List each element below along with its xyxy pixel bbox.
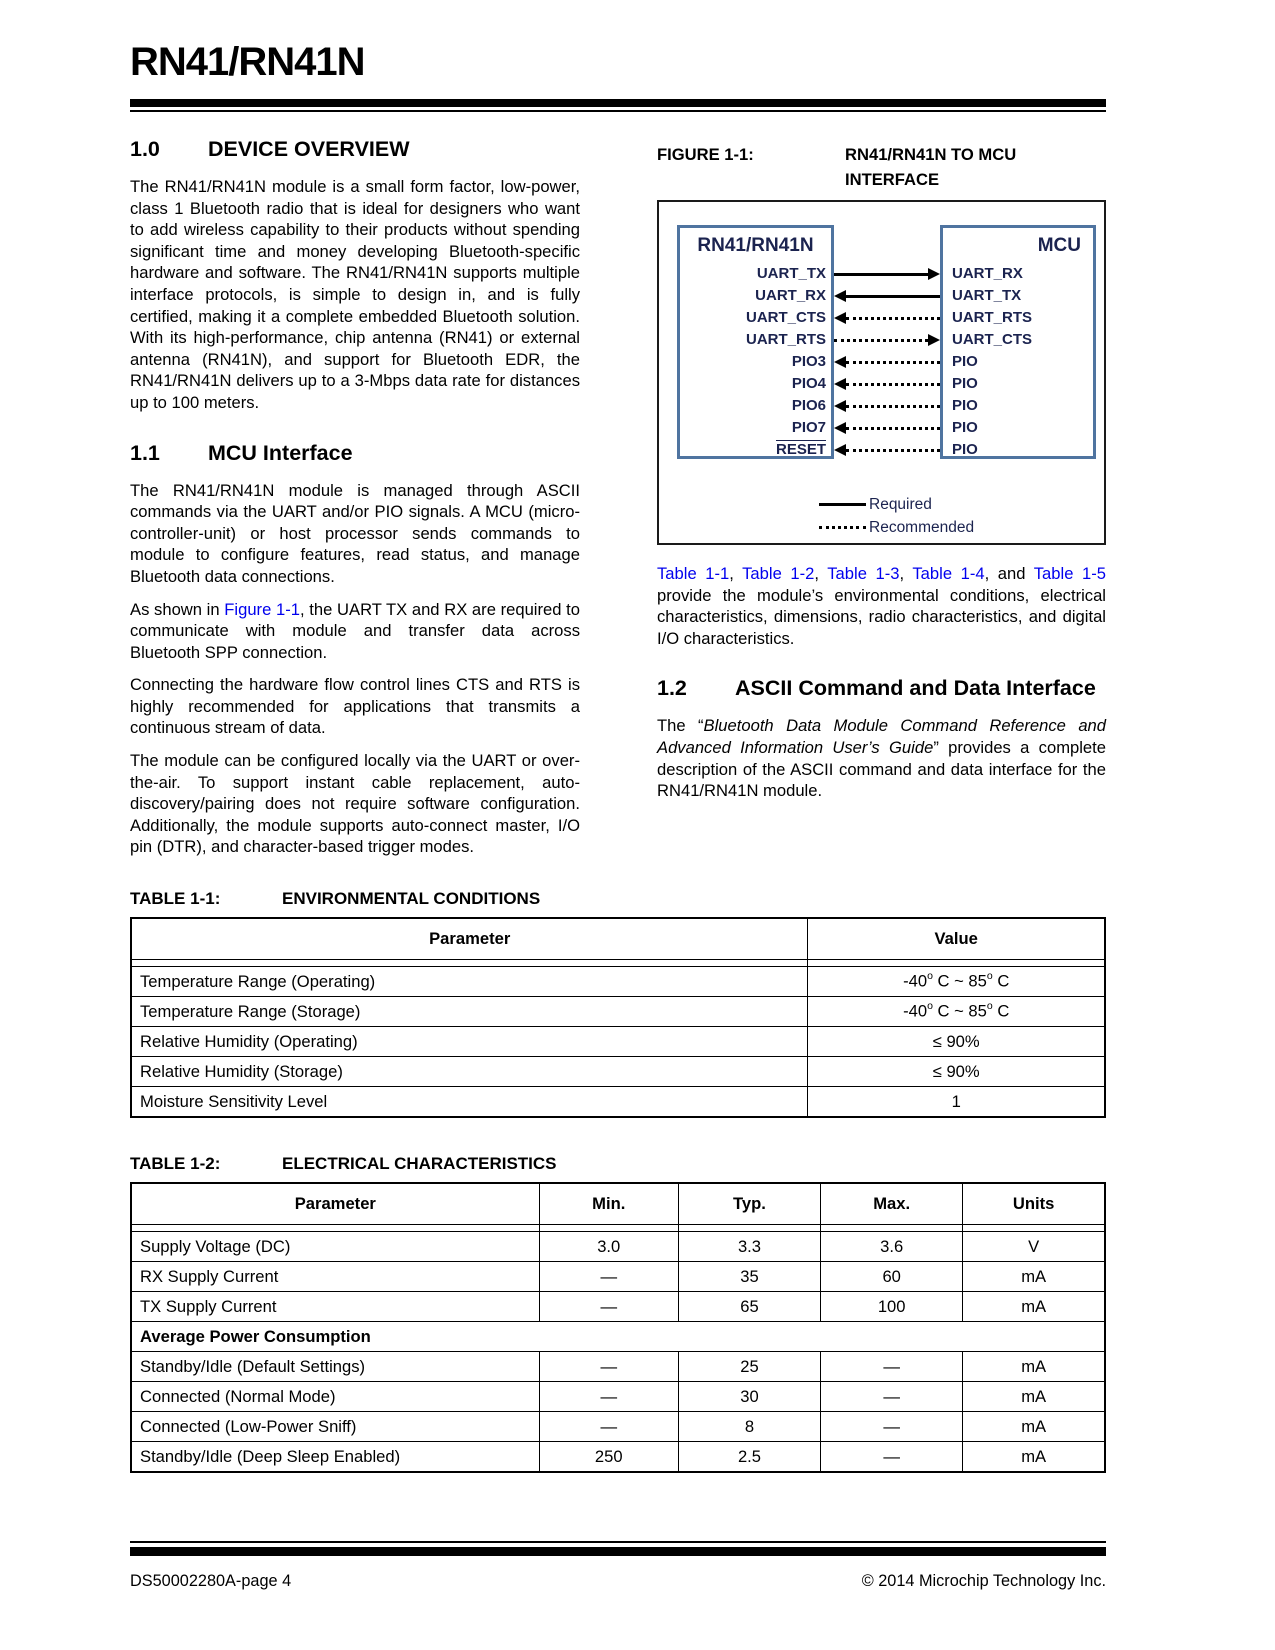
table-1-2-heading — [130, 1154, 1106, 1174]
figure-caption — [657, 142, 1106, 192]
signal-label: UART_TX — [952, 287, 1022, 304]
min-cell: — — [539, 1262, 678, 1292]
column-header: Min. — [539, 1183, 678, 1225]
page-title: RN41/RN41N — [130, 40, 365, 84]
units-cell: mA — [963, 1442, 1105, 1473]
param-cell: RX Supply Current — [131, 1262, 539, 1292]
header-divider-row — [131, 1225, 1105, 1232]
tables-section — [130, 889, 1106, 1473]
paragraph: The RN41/RN41N module is a small form factor, low-power, class 1 Bluetooth radio that is ideal for designers who want to add wireless capability to their products without spending significant time and money developing Bluetooth-specific hardware and software. The RN41/RN41N supports multiple interface protocols, is simple to design in, and is fully certified, making it a complete embedded Bluetooth solution. With its high-performance, chip antenna (RN41) or external antenna (RN41N), and support for Bluetooth EDR, the RN41/RN41N delivers up to a 3-Mbps data rate for distances up to 100 meters. — [130, 177, 580, 412]
arrow-left-icon — [834, 307, 940, 329]
units-cell: mA — [963, 1292, 1105, 1322]
arrow-right-icon — [834, 263, 940, 285]
column-header: Typ. — [678, 1183, 820, 1225]
typ-cell: 25 — [678, 1352, 820, 1382]
table-row — [131, 1412, 1105, 1442]
signal-label: PIO — [952, 441, 978, 458]
param-cell: Standby/Idle (Deep Sleep Enabled) — [131, 1442, 539, 1473]
figure-title: RN41/RN41N TO MCU INTERFACE — [845, 145, 1017, 189]
param-cell: Moisture Sensitivity Level — [131, 1087, 808, 1118]
legend-label: Recommended — [869, 518, 975, 536]
paragraph: Connecting the hardware flow control lines CTS and RTS is highly recommended for applications that transmits a continuous stream of data. — [130, 675, 580, 738]
text-run: The “ — [657, 716, 704, 736]
paragraph — [130, 599, 580, 664]
typ-cell: 3.3 — [678, 1232, 820, 1262]
typ-cell: 2.5 — [678, 1442, 820, 1473]
two-column-body — [130, 136, 1106, 869]
figure-diagram — [677, 225, 1104, 461]
max-cell: 100 — [821, 1292, 963, 1322]
right-column — [657, 136, 1106, 869]
legend-item-recommended — [819, 516, 1104, 539]
column-header: Units — [963, 1183, 1105, 1225]
dotted-line-icon — [819, 526, 866, 529]
figure-1-1-link[interactable]: Figure 1-1 — [224, 599, 300, 619]
table-1-1-heading — [130, 889, 1106, 909]
signal-label: PIO4 — [791, 375, 826, 392]
min-cell: 3.0 — [539, 1232, 678, 1262]
signal-label-reset: RESET — [775, 441, 826, 458]
table-section-row — [131, 1322, 1105, 1352]
max-cell: — — [821, 1442, 963, 1473]
param-cell: Connected (Normal Mode) — [131, 1382, 539, 1412]
table-1-4-link[interactable]: Table 1-4 — [912, 564, 985, 583]
signal-label: UART_RTS — [952, 309, 1033, 326]
column-gutter — [580, 136, 657, 869]
module-box — [677, 225, 834, 459]
units-cell: mA — [963, 1382, 1105, 1412]
param-cell: Standby/Idle (Default Settings) — [131, 1352, 539, 1382]
signal-label: PIO7 — [791, 419, 826, 436]
signal-label: UART_RTS — [745, 331, 826, 348]
solid-line-icon — [819, 503, 866, 506]
table-row — [131, 1232, 1105, 1262]
value-cell: -40$^o$ C ~ 85$^o$ C — [808, 997, 1105, 1027]
footer-copyright: © 2014 Microchip Technology Inc. — [861, 1572, 1106, 1590]
max-cell: 60 — [821, 1262, 963, 1292]
param-cell: Temperature Range (Storage) — [131, 997, 808, 1027]
electrical-characteristics-table — [130, 1182, 1106, 1473]
max-cell: — — [821, 1412, 963, 1442]
table-row — [131, 967, 1105, 997]
min-cell: — — [539, 1382, 678, 1412]
environmental-conditions-table — [130, 917, 1106, 1118]
mcu-box — [940, 225, 1096, 459]
typ-cell: 35 — [678, 1262, 820, 1292]
arrow-left-icon — [834, 373, 940, 395]
units-cell: V — [963, 1232, 1105, 1262]
footer-doc-number: DS50002280A-page 4 — [130, 1572, 292, 1590]
signal-label: UART_TX — [756, 265, 826, 282]
table-header-row — [131, 918, 1105, 960]
legend-label: Required — [869, 495, 932, 513]
text-run: , — [899, 564, 913, 583]
section-title: MCU Interface — [208, 440, 353, 465]
arrow-left-icon — [834, 395, 940, 417]
table-row — [131, 1057, 1105, 1087]
paragraph: The module can be configured locally via the UART or over-the-air. To support instant cable replacement, auto-discovery/pairing does not require software configuration. Additionally, the module supports auto-connect master, I/O pin (DTR), and character-based trigger modes. — [130, 751, 580, 857]
units-cell: mA — [963, 1412, 1105, 1442]
value-cell: -40$^o$ C ~ 85$^o$ C — [808, 967, 1105, 997]
signal-label: PIO — [952, 397, 978, 414]
table-row — [131, 997, 1105, 1027]
max-cell: 3.6 — [821, 1232, 963, 1262]
typ-cell: 30 — [678, 1382, 820, 1412]
signal-label: PIO — [952, 353, 978, 370]
param-cell: Relative Humidity (Storage) — [131, 1057, 808, 1087]
text-run: , the UART TX and RX are required to communicate with module and transfer data across Bluetooth SPP connection. — [130, 599, 580, 662]
typ-cell: 8 — [678, 1412, 820, 1442]
column-header: Parameter — [131, 1183, 539, 1225]
param-cell: Relative Humidity (Operating) — [131, 1027, 808, 1057]
table-row — [131, 1442, 1105, 1473]
text-run: , — [729, 564, 743, 583]
paragraph — [657, 715, 1106, 801]
section-heading-1-1 — [130, 440, 580, 466]
document-title-italic: Bluetooth Data Module Command Reference and Advanced Information User’s Guide — [657, 716, 1107, 757]
param-cell: Connected (Low-Power Sniff) — [131, 1412, 539, 1442]
paragraph: The RN41/RN41N module is managed through ASCII commands via the UART and/or PIO signals. A MCU (micro-controller-unit) or host processor sends commands to module to configure features, read status, and manage Bluetooth data connections. — [130, 480, 580, 586]
table-row — [131, 1027, 1105, 1057]
table-1-5-link[interactable]: Table 1-5 — [1033, 564, 1106, 583]
table-references-paragraph — [657, 563, 1106, 649]
table-title: ENVIRONMENTAL CONDITIONS — [282, 889, 541, 909]
section-heading-1-0 — [130, 136, 580, 162]
typ-cell: 65 — [678, 1292, 820, 1322]
min-cell: 250 — [539, 1442, 678, 1473]
table-row — [131, 1352, 1105, 1382]
section-title: DEVICE OVERVIEW — [208, 137, 410, 161]
max-cell: — — [821, 1382, 963, 1412]
table-row — [131, 1087, 1105, 1118]
min-cell: — — [539, 1352, 678, 1382]
signal-label: PIO — [952, 419, 978, 436]
signal-label: UART_RX — [952, 265, 1023, 282]
table-row — [131, 1382, 1105, 1412]
header-divider-row — [131, 960, 1105, 967]
footer-rule-thick — [130, 1547, 1106, 1556]
units-cell: mA — [963, 1262, 1105, 1292]
arrow-right-icon — [834, 329, 940, 351]
figure-label: FIGURE 1-1: — [657, 145, 754, 164]
table-1-3-link[interactable]: Table 1-3 — [827, 564, 900, 583]
mcu-box-title: MCU — [1037, 235, 1081, 256]
page-content — [130, 0, 1106, 1473]
table-1-2-link[interactable]: Table 1-2 — [742, 564, 815, 583]
table-header-row — [131, 1183, 1105, 1225]
value-cell: ≤ 90% — [808, 1057, 1105, 1087]
arrow-left-icon — [834, 417, 940, 439]
header-rule-thick — [130, 99, 1106, 107]
arrow-left-icon — [834, 285, 940, 307]
signal-label: PIO — [952, 375, 978, 392]
figure-1-1 — [657, 200, 1106, 545]
arrow-left-icon — [834, 439, 940, 461]
units-cell: mA — [963, 1352, 1105, 1382]
table-gap — [130, 1118, 1106, 1154]
min-cell: — — [539, 1292, 678, 1322]
param-cell: TX Supply Current — [131, 1292, 539, 1322]
text-run: As shown in — [130, 599, 225, 619]
section-number: 1.0 — [130, 137, 160, 161]
signal-label: UART_RX — [755, 287, 826, 304]
table-row — [131, 1262, 1105, 1292]
signal-label: UART_CTS — [745, 309, 826, 326]
signal-label: UART_CTS — [952, 331, 1033, 348]
section-title: ASCII Command and Data Interface — [735, 676, 1096, 701]
header-rule-thin — [130, 110, 1106, 112]
table-row — [131, 1292, 1105, 1322]
text-run: , — [814, 564, 828, 583]
connection-arrows — [834, 225, 940, 461]
footer-rule-thin — [130, 1541, 1106, 1543]
min-cell: — — [539, 1412, 678, 1442]
figure-legend — [819, 493, 1104, 539]
page-footer — [130, 1541, 1106, 1591]
section-number: 1.1 — [130, 440, 160, 465]
text-run: , and — [984, 564, 1034, 583]
legend-item-required — [819, 493, 1104, 516]
column-header: Value — [808, 918, 1105, 960]
table-title: ELECTRICAL CHARACTERISTICS — [282, 1154, 557, 1174]
signal-label: PIO3 — [791, 353, 826, 370]
param-cell: Supply Voltage (DC) — [131, 1232, 539, 1262]
left-column — [130, 136, 580, 869]
param-cell: Temperature Range (Operating) — [131, 967, 808, 997]
module-box-title: RN41/RN41N — [697, 235, 814, 256]
signal-label: PIO6 — [791, 397, 826, 414]
section-heading-1-2 — [657, 675, 1106, 701]
text-run: ” provides a complete description of the ASCII command and data interface for the RN41/RN41N module. — [657, 737, 1106, 801]
table-label: TABLE 1-2: — [130, 1154, 221, 1174]
max-cell: — — [821, 1352, 963, 1382]
column-header: Max. — [821, 1183, 963, 1225]
text-run: provide the module’s environmental conditions, electrical characteristics, dimensions, radio characteristics, and digital I/O characteristics. — [657, 585, 1106, 648]
section-span-cell: Average Power Consumption — [131, 1322, 1105, 1352]
section-number: 1.2 — [657, 676, 687, 701]
table-1-1-link[interactable]: Table 1-1 — [657, 564, 730, 583]
table-label: TABLE 1-1: — [130, 889, 221, 909]
value-cell: 1 — [808, 1087, 1105, 1118]
value-cell: ≤ 90% — [808, 1027, 1105, 1057]
arrow-left-icon — [834, 351, 940, 373]
column-header: Parameter — [131, 918, 808, 960]
